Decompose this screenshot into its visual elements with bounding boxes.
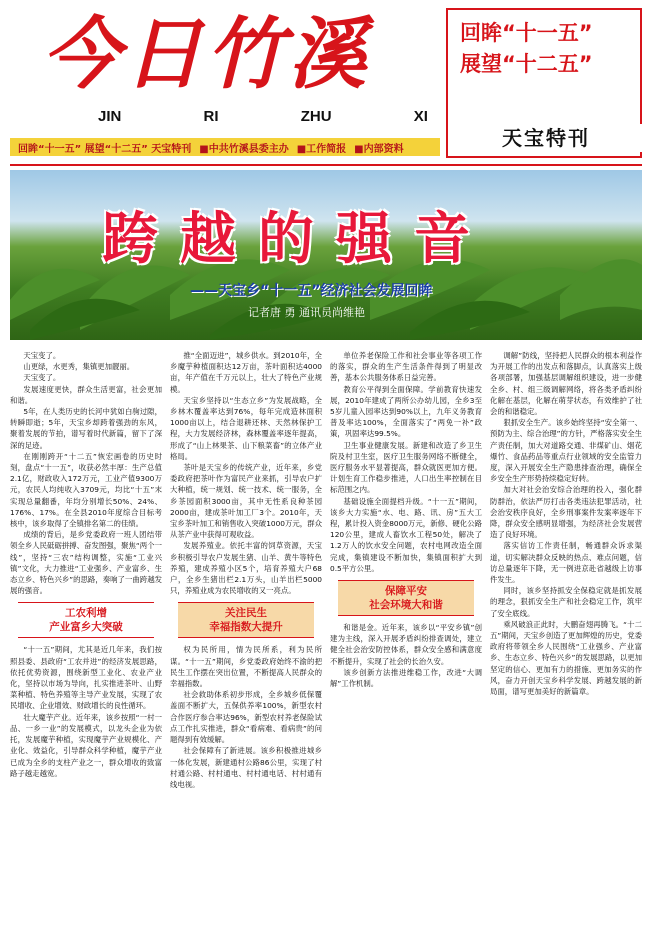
paragraph: 权为民所用，情为民所系，利为民所谋。“十一五”期间，乡党委政府始终不渝的把民生工作摆在突出位置，不断提高人民群众的幸福指数。 bbox=[170, 645, 322, 689]
paragraph: 和谐是金。近年来，该乡以“平安乡镇”创建为主线，深入开展矛盾纠纷排查调处，建立健全社会治安防控体系，群众安全感和满意度不断提升，实现了社会的长治久安。 bbox=[330, 623, 482, 666]
paragraph: 社会救助体系初步形成，全乡城乡低保覆盖面不断扩大，五保供养率100%，新型农村合作医疗参合率达96%，新型农村养老保险试点工作扎实推进，群众“看病难、看病贵”的问题得到有效缓解。 bbox=[170, 690, 322, 745]
paragraph: 同时，该乡坚持抓安全保稳定就是抓发展的理念，狠抓安全生产和社会稳定工作，筑牢了安全底线。 bbox=[490, 586, 642, 618]
paragraph: 发展养殖业。依托丰富的饲草资源，天宝乡积极引导农户发展生猪、山羊、黄牛等特色养殖，建成养殖小区5个，培育养殖大户68户，全乡生猪出栏2.1万头，山羊出栏5000只，养殖业成为农民增收的又一亮点。 bbox=[170, 541, 322, 596]
paragraph: 调解”防线，坚持把人民群众的根本利益作为开展工作的出发点和落脚点，认真落实上级各项部署，加强基层调解组织建设，进一步健全乡、村、组三级调解网络，将各类矛盾纠纷化解在基层，化解在萌芽状态，有效维护了社会的和谐稳定。 bbox=[490, 351, 642, 417]
paragraph: 壮大魔芋产业。近年来，该乡按照“一村一品、一乡一业”的发展模式，以龙头企业为依托，发展魔芋种植，实现魔芋产业规模化、产业化、效益化，引导群众科学种植，魔芋产业已成为全乡的支柱产业之一，群众增收的致富路子越走越宽。 bbox=[10, 712, 162, 778]
section-heading: 工农利增 产业富乡大突破 bbox=[18, 602, 154, 638]
paragraph: 天宝变了。 bbox=[23, 351, 61, 360]
paragraph: “十一五”期间，尤其是近几年来，我们按照县委、县政府“工农并进”的经济发展思路，依托优势资源，围绕新型工业化、农业产业化，坚持以市场为导向，扎实推进茶叶、山野菜种植、特色养殖等主导产业发展，实现了农民增收、企业增效、财政增长的良性循环。 bbox=[10, 645, 162, 711]
pinyin-zhu: ZHU bbox=[300, 108, 332, 125]
pinyin-jin: JIN bbox=[98, 108, 122, 125]
article-column-2 bbox=[170, 350, 322, 920]
article-column-4 bbox=[490, 350, 642, 920]
newspaper-pinyin bbox=[98, 108, 428, 130]
paragraph: 茶叶是天宝乡的传统产业，近年来，乡党委政府把茶叶作为富民产业来抓，引导农户扩大种植，统一规划、统一技术、统一服务，全乡茶园面积3000亩，其中无性系良种茶园2000亩，建成茶叶加工厂3个。2010年，天宝乡茶叶加工和销售收入突破1000万元，群众从茶产业中获得可观收益。 bbox=[170, 463, 322, 540]
info-strip-item: ■中共竹溪县委主办 bbox=[199, 143, 289, 155]
feature-banner bbox=[10, 170, 642, 340]
newspaper-title: 今日竹溪 bbox=[42, 9, 371, 100]
banner-subheadline: ——天宝乡“十一五”经济社会发展回眸 bbox=[190, 283, 433, 299]
paragraph: 基础设施全面提档升级。“十一五”期间，该乡大力实施“水、电、路、讯、房”五大工程，累计投入资金8000万元，新修、硬化公路120公里，建成人畜饮水工程50处，解决了1.2万人的饮水安全问题，农村电网改造全面完成，集镇建设不断加快，集镇面积扩大到0.5平方公里。 bbox=[330, 496, 482, 573]
pinyin-xi: XI bbox=[413, 108, 428, 125]
slogan-line-1: 回眸“十一五” bbox=[460, 21, 593, 45]
paragraph: 狠抓安全生产。该乡始终坚持“安全第一、预防为主、综合治理”的方针，严格落实安全生产责任制，加大对道路交通、非煤矿山、烟花爆竹、食品药品等重点行业领域的安全监管力度，深入开展安全生产隐患排查治理，确保全乡安全生产形势持续稳定好转。 bbox=[490, 418, 642, 484]
paragraph: 教育公平得到全面保障。学前教育快速发展，2010年建成了两所公办幼儿园，全乡3至5岁儿童入园率达到90%以上，九年义务教育普及率达100%，全面落实了“两免一补”政策，巩固率达99.5%。 bbox=[330, 384, 482, 439]
info-strip-item: 回眸“十一五” 展望“十二五” 天宝特刊 bbox=[18, 143, 192, 155]
slogan-line-2: 展望“十二五” bbox=[460, 52, 593, 76]
paragraph: 单位养老保险工作和社会事业等各项工作的落实，群众的生产生活条件得到了明显改善，基本公共服务体系日益完善。 bbox=[330, 351, 482, 383]
paragraph: 山更绿，水更秀，集镇更加靓丽。 bbox=[23, 362, 135, 372]
paragraph: 在刚刚跨开“十二五”恢宏画卷的历史时刻，盘点“十一五”，收获必然丰厚：生产总值2.1亿，财政收入172万元，工业产值9300万元，农民人均纯收入3709元，均比“十五”末实现总量翻番，年均分别增长50%、24%、176%、17%。在全县2010年度综合目标考核中，该乡取得了全镇排名第二的佳绩。 bbox=[10, 451, 162, 529]
paragraph: 落实信访工作责任制，畅通群众诉求渠道，切实解决群众反映的热点、难点问题，信访总量逐年下降，无一例进京赴省越级上访事件发生。 bbox=[490, 541, 642, 585]
paragraph: 发展速度更快，群众生活更富，社会更加和谐。 bbox=[10, 384, 162, 405]
special-edition-label: 天宝特刊 bbox=[448, 124, 644, 152]
section-heading: 关注民生 幸福指数大提升 bbox=[178, 602, 314, 638]
pinyin-ri: RI bbox=[203, 108, 219, 125]
slogan bbox=[460, 18, 636, 80]
special-issue-box bbox=[446, 8, 642, 158]
paragraph: 乘风破浪正此时，大鹏奋翅再腾飞。“十二五”期间，天宝乡创造了更加辉煌的历史，党委政府将带领全乡人民围绕“工业强乡、产业富乡、生态立乡、特色兴乡”的发展思路，以更加坚定的信心、更加有力的措施、更加务实的作风，奋力开创天宝乡科学发展、跨越发展的新局面，谱写更加美好的新篇章。 bbox=[490, 619, 642, 697]
paragraph: 天宝变了。 bbox=[23, 373, 61, 383]
info-strip-item: ■工作简报 bbox=[296, 143, 347, 155]
paragraph: 该乡创新方法推进维稳工作，改进“大调解”工作机制。 bbox=[330, 667, 482, 689]
info-strip-item: ■内部资料 bbox=[354, 143, 404, 155]
article-column-1 bbox=[10, 350, 162, 920]
paragraph: 卫生事业健康发展。新建和改造了乡卫生院及村卫生室，医疗卫生服务网络不断健全，医疗服务水平显著提高，群众就医更加方便。计划生育工作稳步推进，人口出生率控制在目标范围之内。 bbox=[330, 440, 482, 495]
paragraph: 5年，在人类历史的长河中犹如白驹过隙，转瞬即逝；5年，天宝乡却跨着强劲的东风，聚着发展的节拍，谱写着时代新篇，留下了深深的足迹。 bbox=[10, 407, 162, 450]
paragraph: 推“全面迈进”，城乡供水。到2010年，全乡魔芋种植面积达12万亩，茶叶面积达4000亩，年产值在千万元以上，壮大了特色产业规模。 bbox=[170, 351, 322, 394]
paragraph: 社会保障有了新进展。该乡积极推进城乡一体化发展，新建通村公路86公里，实现了村村通公路、村村通电、村村通电话、村村通有线电视。 bbox=[170, 746, 322, 789]
info-strip bbox=[10, 138, 440, 156]
paragraph: 加大对社会治安综合治理的投入，强化群防群治，依法严厉打击各类违法犯罪活动，社会治安秩序良好，全乡刑事案件发案率逐年下降，群众安全感明显增强，为经济社会发展营造了良好环境。 bbox=[490, 485, 642, 540]
header-divider bbox=[10, 164, 642, 166]
paragraph: 成绩的背后，是乡党委政府一班人团结带领全乡人民砥砺拼搏、奋发图强，聚焦“两个一线”，坚持“三农”结构调整，实施“工业兴镇”文化，大力推进“工业强乡、产业富乡、生态立乡、特色兴乡”的思路，奏响了一曲跨越发展的强音。 bbox=[10, 530, 162, 596]
article-body bbox=[10, 350, 642, 920]
article-column-3 bbox=[330, 350, 482, 920]
byline: 记者唐 勇 通讯员尚维艳 bbox=[248, 306, 365, 319]
masthead bbox=[0, 0, 650, 170]
banner-headline: 跨越的强音 bbox=[102, 207, 492, 272]
section-heading: 保障平安 社会环境大和谐 bbox=[338, 580, 474, 616]
paragraph: 天宝乡坚持以“生态立乡”为发展战略，全乡林木覆盖率达到76%，每年完成造林面积1000亩以上，结合退耕还林、天然林保护工程，大力发展经济林，森林覆盖率逐年提高，形成了“山上林果茶、山下粮菜畜”的立体产业格局。 bbox=[170, 395, 322, 461]
